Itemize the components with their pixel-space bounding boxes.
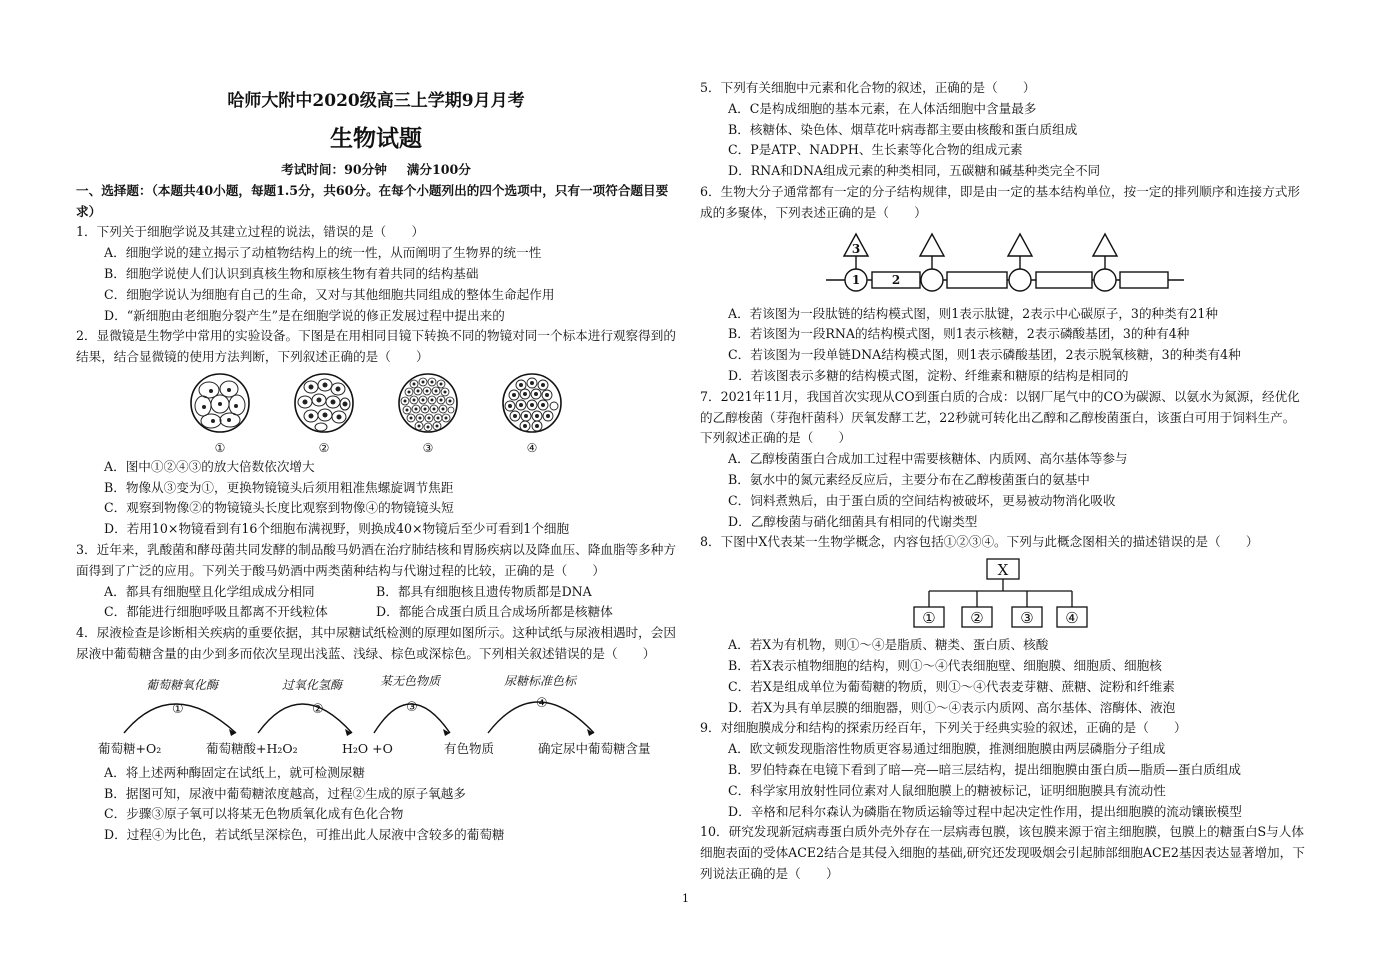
- q8-option-a: A．若X为有机物，则①～④是脂质、糖类、蛋白质、核酸: [728, 637, 1049, 653]
- q2-stem: 2．显微镜是生物学中常用的实验设备。下图是在用相同目镜下转换不同的物镜对同一个标本进行观察得到的结果，结合显微镜的使用方法判断，下列叙述正确的是（ ）: [76, 328, 676, 365]
- q8-option-c: C．若X是组成单位为葡萄糖的物质，则①～④代表麦芽糖、蔗糖、淀粉和纤维素: [728, 678, 1175, 694]
- right-column: [700, 78, 1305, 885]
- chain-label-3: 3: [851, 241, 861, 256]
- view-1-image: [189, 372, 251, 434]
- page-number: 1: [682, 892, 689, 905]
- concept-box-3: ③: [1020, 609, 1034, 628]
- q3-stem: 3．近年来，乳酸菌和酵母菌共同发酵的制品酸马奶酒在治疗肺结核和胃肠疾病以及降血压、降血脂等多种方面得到了广泛的应用。下列关于酸马奶酒中两类菌种结构与代谢过程的比较，正确的是（ ）: [76, 541, 676, 578]
- q2-option-b: B．物像从③变为①，更换物镜镜头后须用粗准焦螺旋调节焦距: [104, 479, 454, 495]
- substrate-5: 确定尿中葡萄糖含量: [538, 740, 651, 756]
- microscope-figure: [76, 372, 676, 455]
- full-score: 满分100分: [406, 162, 471, 177]
- exam-info: [76, 160, 676, 181]
- q7-option-c: C．饲料煮熟后，由于蛋白质的空间结构被破坏，更易被动物消化吸收: [728, 492, 1116, 508]
- q4-stem: 4．尿液检查是诊断相关疾病的重要依据，其中尿糖试纸检测的原理如图所示。这种试纸与尿液相遇时，会因尿液中葡萄糖含量的由少到多而依次呈现出浅蓝、浅绿、棕色或深棕色。下列相关叙述错误的是（ ）: [76, 625, 676, 661]
- view-4-image: [501, 372, 563, 434]
- microscope-view-4: [501, 372, 563, 455]
- q1-option-d: D．“新细胞由老细胞分裂产生”是在细胞学说的修正发展过程中提出来的: [104, 307, 505, 323]
- q5-option-b: B．核糖体、染色体、烟草花叶病毒都主要由核酸和蛋白质组成: [728, 121, 1078, 137]
- q3-options-row-2: [76, 602, 676, 623]
- step-3-number: ③: [406, 699, 418, 715]
- q3-option-a: A．都具有细胞壁且化学组成成分相同: [104, 583, 315, 599]
- polymer-chain-diagram: [700, 226, 1305, 302]
- q3-options-row-1: [76, 582, 676, 603]
- view-3-label: ③: [422, 440, 434, 455]
- q9-stem: 9．对细胞膜成分和结构的探索历经百年，下列关于经典实验的叙述，正确的是（ ）: [700, 720, 1187, 736]
- exam-title: 哈师大附中2020级高三上学期9月月考: [227, 91, 525, 111]
- q6-option-d: D．若该图表示多糖的结构模式图，淀粉、纤维素和糖原的结构是相同的: [728, 367, 1129, 383]
- enzyme-2-label: 过氧化氢酶: [282, 677, 343, 692]
- urine-glucose-diagram: [76, 667, 676, 761]
- q1-stem: 1．下列关于细胞学说及其建立过程的说法，错误的是（ ）: [76, 224, 425, 240]
- view-4-label: ④: [526, 440, 538, 455]
- step-1-number: ①: [172, 701, 184, 717]
- substrate-2: 葡萄糖酸+H₂O₂: [206, 740, 298, 756]
- q8-option-b: B．若X表示植物细胞的结构，则①～④代表细胞壁、细胞膜、细胞质、细胞核: [728, 657, 1162, 673]
- q5-stem: 5．下列有关细胞中元素和化合物的叙述，正确的是（ ）: [700, 80, 1036, 95]
- q7-option-b: B．氨水中的氮元素经反应后，主要分布在乙醇梭菌蛋白的氨基中: [728, 471, 1090, 487]
- q7-option-a: A．乙醇梭菌蛋白合成加工过程中需要核糖体、内质网、高尔基体等参与: [728, 451, 1128, 467]
- q6-option-b: B．若该图为一段RNA的结构模式图，则1表示核糖，2表示磷酸基团，3的种有4种: [728, 326, 1190, 342]
- q4-option-c: C．步骤③原子氧可以将某无色物质氧化成有色化合物: [104, 806, 404, 822]
- q5-option-a: A．C是构成细胞的基本元素，在人体活细胞中含量最多: [728, 100, 1037, 116]
- q6-option-c: C．若该图为一段单链DNA结构模式图，则1表示磷酸基团，2表示脱氧核糖，3的种类有4种: [728, 347, 1241, 363]
- q9-option-a: A．欧文顿发现脂溶性物质更容易通过细胞膜，推测细胞膜由两层磷脂分子组成: [728, 741, 1166, 757]
- enzyme-1-label: 葡萄糖氧化酶: [146, 677, 219, 692]
- view-2-image: [293, 372, 355, 434]
- concept-root: X: [997, 561, 1009, 580]
- q3-option-c: C．都能进行细胞呼吸且都离不开线粒体: [104, 604, 328, 620]
- subject-title: 生物试题: [330, 125, 422, 152]
- q3-option-b: B．都具有细胞核且遗传物质都是DNA: [376, 583, 592, 599]
- step-4-number: ④: [536, 695, 548, 711]
- q4-option-d: D．过程④为比色，若试纸呈深棕色，可推出此人尿液中含较多的葡萄糖: [104, 827, 505, 843]
- q1-option-b: B．细胞学说使人们认识到真核生物和原核生物有着共同的结构基础: [104, 265, 479, 281]
- substrate-1: 葡萄糖+O₂: [98, 740, 162, 756]
- concept-tree-diagram: [700, 555, 1305, 633]
- concept-box-1: ①: [922, 609, 936, 628]
- chain-label-2: 2: [891, 272, 901, 287]
- concept-box-2: ②: [970, 609, 984, 628]
- concept-box-4: ④: [1065, 609, 1079, 628]
- left-column: [76, 78, 676, 846]
- q6-stem: 6．生物大分子通常都有一定的分子结构规律，即是由一定的基本结构单位，按一定的排列顺序和连接方式形成的多聚体，下列表述正确的是（ ）: [700, 183, 1300, 220]
- step-2-number: ②: [312, 701, 324, 717]
- q5-option-d: D．RNA和DNA组成元素的种类相同，五碳糖和碱基种类完全不同: [728, 163, 1101, 179]
- microscope-view-1: [189, 372, 251, 455]
- q10-stem: 10．研究发现新冠病毒蛋白质外壳外存在一层病毒包膜，该包膜来源于宿主细胞膜，包膜上的糖蛋白S与人体细胞表面的受体ACE2结合是其侵入细胞的基础,研究还发现吸烟会引起肺部细胞ACE2基因表达显著增加，下列说法正确的是（ ）: [700, 824, 1305, 881]
- q1-option-a: A．细胞学说的建立揭示了动植物结构上的统一性，从而阐明了生物界的统一性: [104, 245, 542, 261]
- q9-option-b: B．罗伯特森在电镜下看到了暗—亮—暗三层结构，提出细胞膜由蛋白质—脂质—蛋白质组成: [728, 761, 1242, 777]
- q9-option-d: D．辛格和尼科尔森认为磷脂在物质运输等过程中起决定性作用，提出细胞膜的流动镶嵌模型: [728, 803, 1242, 819]
- q7-stem: 7．2021年11月，我国首次实现从CO到蛋白质的合成：以钢厂尾气中的CO为碳源、以氨水为氮源，经优化的乙醇梭菌（芽孢杆菌科）厌氧发酵工艺，22秒就可转化出乙醇和乙醇梭菌蛋白，该蛋白可用于饲料生产。下列叙述正确的是（ ）: [700, 388, 1300, 446]
- q3-option-d: D．都能合成蛋白质且合成场所都是核糖体: [376, 604, 613, 620]
- q1-option-c: C．细胞学说认为细胞有自己的生命，又对与其他细胞共同组成的整体生命起作用: [104, 286, 555, 302]
- section-heading: 一、选择题：（本题共40小题，每题1.5分，共60分。在每个小题列出的四个选项中，只有一项符合题目要求）: [76, 182, 669, 219]
- q7-option-d: D．乙醇梭菌与硝化细菌具有相同的代谢类型: [728, 513, 978, 529]
- q2-option-c: C．观察到物像②的物镜镜头长度比观察到物像④的物镜镜头短: [104, 500, 454, 516]
- q2-option-a: A．图中①②④③的放大倍数依次增大: [104, 458, 315, 474]
- arc-step-2: [258, 701, 352, 733]
- q6-option-a: A．若该图为一段肽链的结构模式图，则1表示肽键，2表示中心碳原子，3的种类有21种: [728, 305, 1218, 321]
- q8-stem: 8．下图中X代表某一生物学概念，内容包括①②③④。下列与此概念图相关的描述错误的是（ ）: [700, 534, 1259, 550]
- view-1-label: ①: [214, 440, 226, 455]
- substrate-4: 有色物质: [444, 740, 495, 756]
- view-3-image: [397, 372, 459, 434]
- q9-option-c: C．科学家用放射性同位素对人鼠细胞膜上的糖被标记，证明细胞膜具有流动性: [728, 782, 1166, 798]
- exam-time: 考试时间：90分钟: [281, 162, 387, 177]
- substrate-3: H₂O +O: [342, 740, 393, 756]
- q8-option-d: D．若X为具有单层膜的细胞器，则①～④表示内质网、高尔基体、溶酶体、液泡: [728, 699, 1176, 715]
- chain-label-1: 1: [851, 272, 861, 287]
- reagent-4-label: 尿糖标准色标: [504, 673, 577, 688]
- reagent-3-label: 某无色物质: [380, 673, 441, 688]
- q4-option-b: B．据图可知，尿液中葡萄糖浓度越高，过程②生成的原子氧越多: [104, 785, 466, 801]
- q4-option-a: A．将上述两种酶固定在试纸上，就可检测尿糖: [104, 764, 365, 780]
- q5-option-c: C．P是ATP、NADPH、生长素等化合物的组成元素: [728, 142, 1023, 158]
- view-2-label: ②: [318, 440, 330, 455]
- microscope-view-2: [293, 372, 355, 455]
- q2-option-d: D．若用10×物镜看到有16个细胞布满视野，则换成40×物镜后至少可看到1个细胞: [104, 521, 570, 537]
- microscope-view-3: [397, 372, 459, 455]
